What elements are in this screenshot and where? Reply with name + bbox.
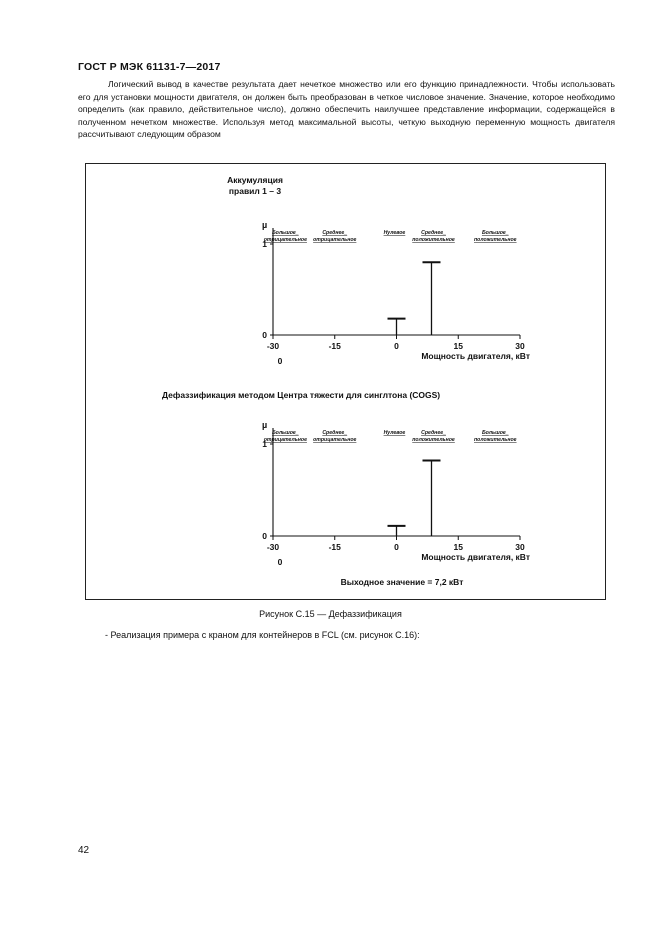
term-label-line1: Большое_ [481, 230, 509, 236]
x-tick-label: 0 [394, 341, 399, 351]
accum-title-line1: Аккумуляция [227, 175, 283, 185]
y-tick-label: 0 [262, 531, 267, 541]
chart-accumulation [262, 220, 530, 366]
y-axis-label: µ [262, 420, 268, 430]
term-label-line2: отрицательное [263, 237, 307, 243]
note-text: - Реализация примера с краном для контейнеров в FCL (см. рисунок С.16): [105, 630, 420, 640]
page-number: 42 [78, 845, 90, 856]
x-axis-label: Мощность двигателя, кВт [421, 351, 530, 361]
paragraph-text: Логический вывод в качестве результата дает нечеткое множество или его функцию принадлежности. Чтобы использовать его для установки мощности двигателя, он должен быть преобразован в четкое числовое значение. Значение, которое необходимо определить (как правило, действительное число), должно обеспечить наилучшее представление информации, содержащейся в полученном нечетком множестве. Используя метод максимальной высоты, четкую выходную переменную мощность двигателя рассчитывают следующим образом [78, 79, 615, 140]
term-label-line2: отрицательное [263, 437, 307, 443]
term-label-line1: Нулевое [383, 230, 406, 236]
term-label-line2: положительное [474, 237, 517, 243]
term-label-line1: Большое_ [271, 430, 299, 436]
y-tick-label: 1 [262, 439, 267, 449]
x-tick-label: 30 [515, 542, 525, 552]
y-tick-label: 1 [262, 239, 267, 249]
term-label-line2: отрицательное [313, 437, 357, 443]
term-label-line2: положительное [474, 437, 517, 443]
x-tick-label: 30 [515, 341, 525, 351]
x-tick-label: -15 [328, 341, 341, 351]
term-label-line1: Большое_ [481, 430, 509, 436]
origin-extra-label: 0 [277, 356, 283, 366]
x-axis-label: Мощность двигателя, кВт [421, 552, 530, 562]
term-label-line1: Большое_ [271, 230, 299, 236]
origin-extra-label: 0 [277, 557, 283, 567]
term-label-line1: Нулевое [383, 430, 406, 436]
defuzz-title: Дефаззификация методом Центра тяжести для синглтона (COGS) [162, 390, 441, 400]
x-tick-label: -15 [328, 542, 341, 552]
x-tick-label: -30 [266, 341, 280, 351]
x-tick-label: -30 [266, 542, 280, 552]
term-label-line1: Среднее_ [322, 230, 348, 236]
output-value-text: Выходное значение = 7,2 кВт [340, 577, 464, 587]
term-label-line2: положительное [412, 237, 455, 243]
term-label-line1: Среднее_ [322, 430, 348, 436]
accum-title-line2: правил 1 – 3 [228, 186, 282, 196]
figure-caption: Рисунок С.15 — Дефаззификация [259, 609, 402, 619]
y-tick-label: 0 [262, 330, 267, 340]
x-tick-label: 15 [453, 341, 463, 351]
x-tick-label: 0 [394, 542, 399, 552]
term-label-line2: положительное [412, 437, 455, 443]
term-label-line1: Среднее_ [421, 430, 446, 436]
y-axis-label: µ [262, 220, 268, 230]
x-tick-label: 15 [453, 542, 463, 552]
chart-defuzzification [262, 420, 530, 567]
term-label-line2: отрицательное [313, 237, 357, 243]
document-header: ГОСТ Р МЭК 61131-7—2017 [78, 61, 221, 73]
term-label-line1: Среднее_ [421, 230, 446, 236]
